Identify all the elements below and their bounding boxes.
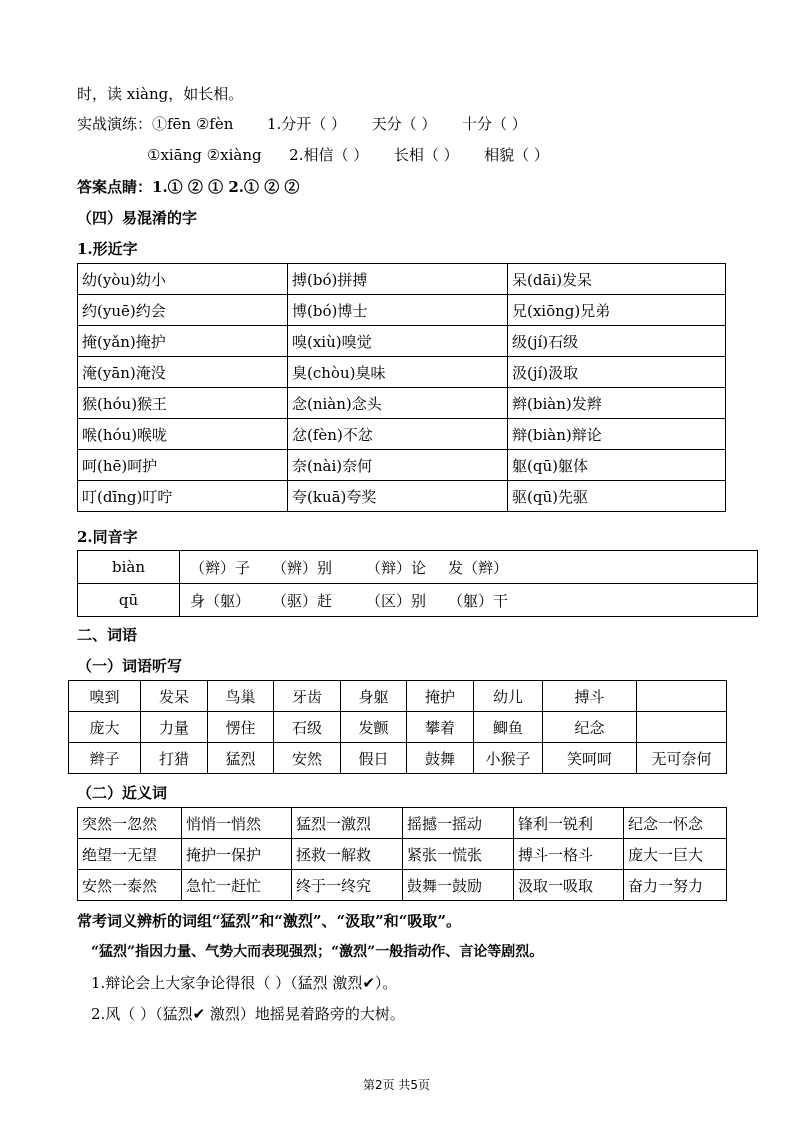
- table-cell: 幼(yòu)幼小: [78, 264, 288, 295]
- table-cell: [180, 551, 758, 584]
- table-cell: 力量: [141, 712, 208, 743]
- table-row: [78, 870, 727, 901]
- tongyin-item: （躯）干: [448, 591, 509, 610]
- table-cell: 石级: [274, 712, 341, 743]
- tingxie-table: [68, 680, 727, 774]
- table-cell: 奋力一努力: [624, 870, 727, 901]
- tongyin-item: 发（辫）: [448, 558, 509, 577]
- table-cell: 奈(nài)奈何: [288, 450, 508, 481]
- section-title-words: 二、词语: [77, 626, 138, 644]
- tongyin-item: （驱）赶: [272, 591, 333, 610]
- table-row: [78, 357, 726, 388]
- practice-item: 相貌（ ）: [484, 146, 549, 164]
- table-cell: 躯(qū)躯体: [508, 450, 726, 481]
- table-cell: 搏斗: [543, 681, 637, 712]
- note-definition: “猛烈”指因力量、气势大而表现强烈；“激烈”一般指动作、言论等剧烈。: [91, 944, 544, 960]
- subsection-jinyi: （二）近义词: [77, 784, 168, 802]
- table-cell: 约(yuē)约会: [78, 295, 288, 326]
- section-title-confusing: （四）易混淆的字: [77, 209, 198, 227]
- jinyi-table: [77, 807, 727, 901]
- table-row: [78, 808, 727, 839]
- table-cell: 汲(jí)汲取: [508, 357, 726, 388]
- table-cell: 发呆: [141, 681, 208, 712]
- practice-item: 长相（ ）: [393, 146, 459, 164]
- subsection-xingjin: 1.形近字: [77, 240, 138, 258]
- table-cell: [180, 584, 758, 617]
- table-cell: 猛烈一激烈: [292, 808, 403, 839]
- practice-label: 实战演练：①fēn ②fèn: [77, 115, 234, 133]
- question-1: 1.辩论会上大家争论得很（ ）（猛烈 激烈✔）。: [91, 974, 398, 992]
- table-cell: 身躯: [341, 681, 407, 712]
- table-cell: 辫(biàn)发辫: [508, 388, 726, 419]
- table-cell: 拯救一解救: [292, 839, 403, 870]
- table-cell: 攀着: [407, 712, 474, 743]
- practice-item: 1.分开（ ）: [266, 115, 347, 133]
- table-cell: 庞大: [69, 712, 141, 743]
- table-cell: 绝望一无望: [78, 839, 182, 870]
- table-cell: 愣住: [208, 712, 274, 743]
- table-cell: 忿(fèn)不忿: [288, 419, 508, 450]
- table-row: [78, 326, 726, 357]
- table-cell: 笑呵呵: [543, 743, 637, 774]
- practice-line-2: [147, 144, 549, 165]
- table-cell: 掩护一保护: [182, 839, 292, 870]
- table-cell: 猴(hóu)猴王: [78, 388, 288, 419]
- table-cell: 纪念一怀念: [624, 808, 727, 839]
- table-cell: 叮(dīng)叮咛: [78, 481, 288, 512]
- table-cell: 嗅到: [69, 681, 141, 712]
- table-cell: 假日: [341, 743, 407, 774]
- table-cell: 发颤: [341, 712, 407, 743]
- table-cell: 级(jí)石级: [508, 326, 726, 357]
- table-cell: 悄悄一悄然: [182, 808, 292, 839]
- page-footer: 第2页 共5页: [362, 1078, 431, 1092]
- table-cell: 庞大一巨大: [624, 839, 727, 870]
- table-row: [78, 839, 727, 870]
- table-cell: 呵(hē)呵护: [78, 450, 288, 481]
- tongyin-item: （辨）别: [272, 558, 333, 577]
- question-2: 2.风（ ）（猛烈✔ 激烈）地摇晃着路旁的大树。: [91, 1005, 405, 1023]
- practice-label: ①xiāng ②xiàng: [147, 146, 262, 164]
- pinyin-cell: biàn: [78, 551, 180, 584]
- table-cell: 幼儿: [474, 681, 543, 712]
- practice-item: 天分（ ）: [371, 115, 437, 133]
- table-cell: 鲫鱼: [474, 712, 543, 743]
- table-cell: 牙齿: [274, 681, 341, 712]
- table-row: [69, 712, 727, 743]
- table-row: [69, 743, 727, 774]
- table-row: [69, 681, 727, 712]
- subsection-tingxie: （一）词语听写: [77, 657, 183, 675]
- table-row: [78, 551, 758, 584]
- table-cell: 摇撼一摇动: [403, 808, 514, 839]
- table-cell: 终于一终究: [292, 870, 403, 901]
- subsection-tongyin: 2.同音字: [77, 528, 138, 546]
- table-cell: 驱(qū)先驱: [508, 481, 726, 512]
- table-cell: 打猎: [141, 743, 208, 774]
- table-cell: 纪念: [543, 712, 637, 743]
- table-cell: 掩(yǎn)掩护: [78, 326, 288, 357]
- table-row: [78, 264, 726, 295]
- table-cell: 急忙一赶忙: [182, 870, 292, 901]
- table-cell: 鼓舞: [407, 743, 474, 774]
- table-cell: 博(bó)博士: [288, 295, 508, 326]
- table-cell: 嗅(xiù)嗅觉: [288, 326, 508, 357]
- table-cell: 猛烈: [208, 743, 274, 774]
- table-row: [78, 481, 726, 512]
- table-cell: 锋利一锐利: [514, 808, 624, 839]
- table-cell: 夸(kuā)夸奖: [288, 481, 508, 512]
- table-row: [78, 584, 758, 617]
- tongyin-item: 身（躯）: [190, 591, 251, 610]
- table-cell: 淹(yān)淹没: [78, 357, 288, 388]
- table-cell: 辫子: [69, 743, 141, 774]
- table-cell: 搏斗一格斗: [514, 839, 624, 870]
- pinyin-cell: qū: [78, 584, 180, 617]
- table-row: [78, 419, 726, 450]
- xingjin-table: [77, 263, 726, 512]
- table-cell: 鸟巢: [208, 681, 274, 712]
- table-cell: 掩护: [407, 681, 474, 712]
- table-row: [78, 388, 726, 419]
- intro-line: 时，读 xiàng，如长相。: [77, 85, 244, 103]
- practice-item: 十分（ ）: [461, 115, 527, 133]
- table-cell: 鼓舞一鼓励: [403, 870, 514, 901]
- table-cell: 兄(xiōng)兄弟: [508, 295, 726, 326]
- table-cell: 小猴子: [474, 743, 543, 774]
- table-cell: 安然: [274, 743, 341, 774]
- tongyin-item: （区）别: [366, 591, 427, 610]
- table-cell: 安然一泰然: [78, 870, 182, 901]
- practice-item: 2.相信（ ）: [289, 146, 369, 164]
- note-title: 常考词义辨析的词组“猛烈”和“激烈”、“汲取”和“吸取”。: [77, 912, 462, 930]
- table-cell: 紧张一慌张: [403, 839, 514, 870]
- table-cell: 呆(dāi)发呆: [508, 264, 726, 295]
- table-cell: 臭(chòu)臭味: [288, 357, 508, 388]
- table-cell: 搏(bó)拼搏: [288, 264, 508, 295]
- tongyin-item: （辩）论: [366, 558, 427, 577]
- table-row: [78, 450, 726, 481]
- tongyin-table: [77, 550, 758, 617]
- table-cell: [637, 681, 727, 712]
- tongyin-item: （辫）子: [190, 558, 251, 577]
- table-cell: 辩(biàn)辩论: [508, 419, 726, 450]
- table-cell: 念(niàn)念头: [288, 388, 508, 419]
- practice-line-1: [77, 113, 527, 134]
- table-cell: 突然一忽然: [78, 808, 182, 839]
- table-cell: [637, 712, 727, 743]
- table-row: [78, 295, 726, 326]
- table-cell: 喉(hóu)喉咙: [78, 419, 288, 450]
- answer-line: 答案点睛：1.① ② ① 2.① ② ②: [77, 178, 300, 196]
- table-cell: 汲取一吸取: [514, 870, 624, 901]
- table-cell: 无可奈何: [637, 743, 727, 774]
